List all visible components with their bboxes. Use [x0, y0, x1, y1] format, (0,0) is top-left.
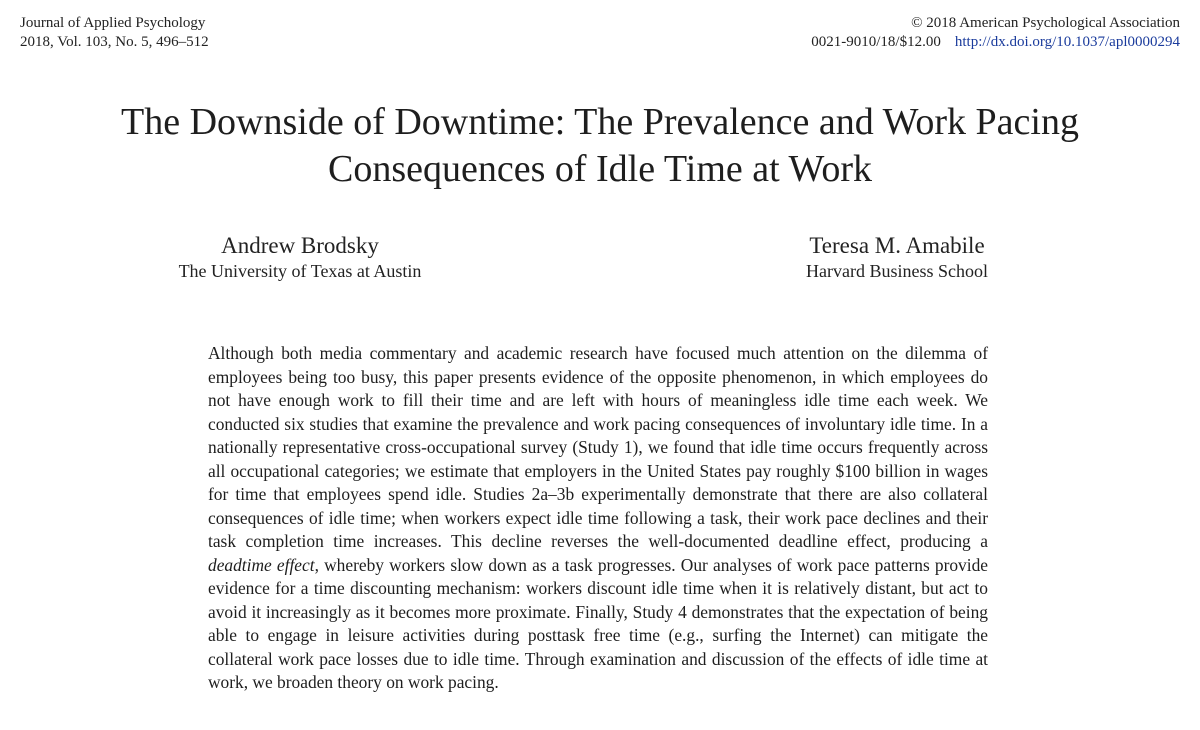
journal-name: Journal of Applied Psychology	[20, 15, 206, 31]
author-affiliation: Harvard Business School	[806, 261, 988, 281]
author-block-2	[737, 232, 1057, 282]
abstract	[208, 342, 988, 695]
journal-citation: 2018, Vol. 103, No. 5, 496–512	[20, 34, 209, 50]
abstract-text-part-2: , whereby workers slow down as a task progresses. Our analyses of work pace patterns provide evidence for a time discounting mechanism: workers discount idle time when it is relatively distant, but act to avoid it increasingly as it becomes more proximate. Finally, Study 4 demonstrates that the expectation of being able to engage in leisure activities during posttask free time (e.g., surfing the Internet) can mitigate the collateral work pace losses due to idle time. Through examination and discussion of the effects of idle time at work, we broaden theory on work pacing.	[208, 554, 988, 692]
abstract-emphasis: deadtime effect	[208, 554, 315, 575]
author-affiliation: The University of Texas at Austin	[178, 261, 422, 281]
paper-title-line-2: Consequences of Idle Time at Work	[327, 148, 872, 190]
author-block-1	[140, 232, 460, 282]
paper-title	[0, 99, 1200, 193]
journal-header	[20, 14, 209, 52]
issn-doi-line	[811, 33, 1180, 52]
author-name: Andrew Brodsky	[221, 233, 379, 258]
publisher-header	[811, 14, 1180, 52]
copyright-notice: © 2018 American Psychological Association	[911, 15, 1180, 31]
author-name: Teresa M. Amabile	[809, 233, 985, 258]
abstract-text-part-1: Although both media commentary and academic research have focused much attention on the dilemma of employees being too busy, this paper presents evidence of the opposite phenomenon, in which employees do not have enough work to fill their time and are left with hours of meaningless idle time each week. We conducted six studies that examine the prevalence and work pacing consequences of involuntary idle time. In a nationally representative cross-occupational survey (Study 1), we found that idle time occurs frequently across all occupational categories; we estimate that employers in the United States pay roughly $100 billion in wages for time that employees spend idle. Studies 2a–3b experimentally demonstrate that there are also collateral consequences of idle time; when workers expect idle time following a task, their work pace declines and their task completion time increases. This decline reverses the well-documented deadline effect, producing a	[208, 343, 988, 551]
doi-link[interactable]: http://dx.doi.org/10.1037/apl0000294	[954, 34, 1180, 50]
paper-title-line-1: The Downside of Downtime: The Prevalence and Work Pacing	[121, 101, 1079, 143]
issn-price: 0021-9010/18/$12.00	[811, 34, 941, 50]
